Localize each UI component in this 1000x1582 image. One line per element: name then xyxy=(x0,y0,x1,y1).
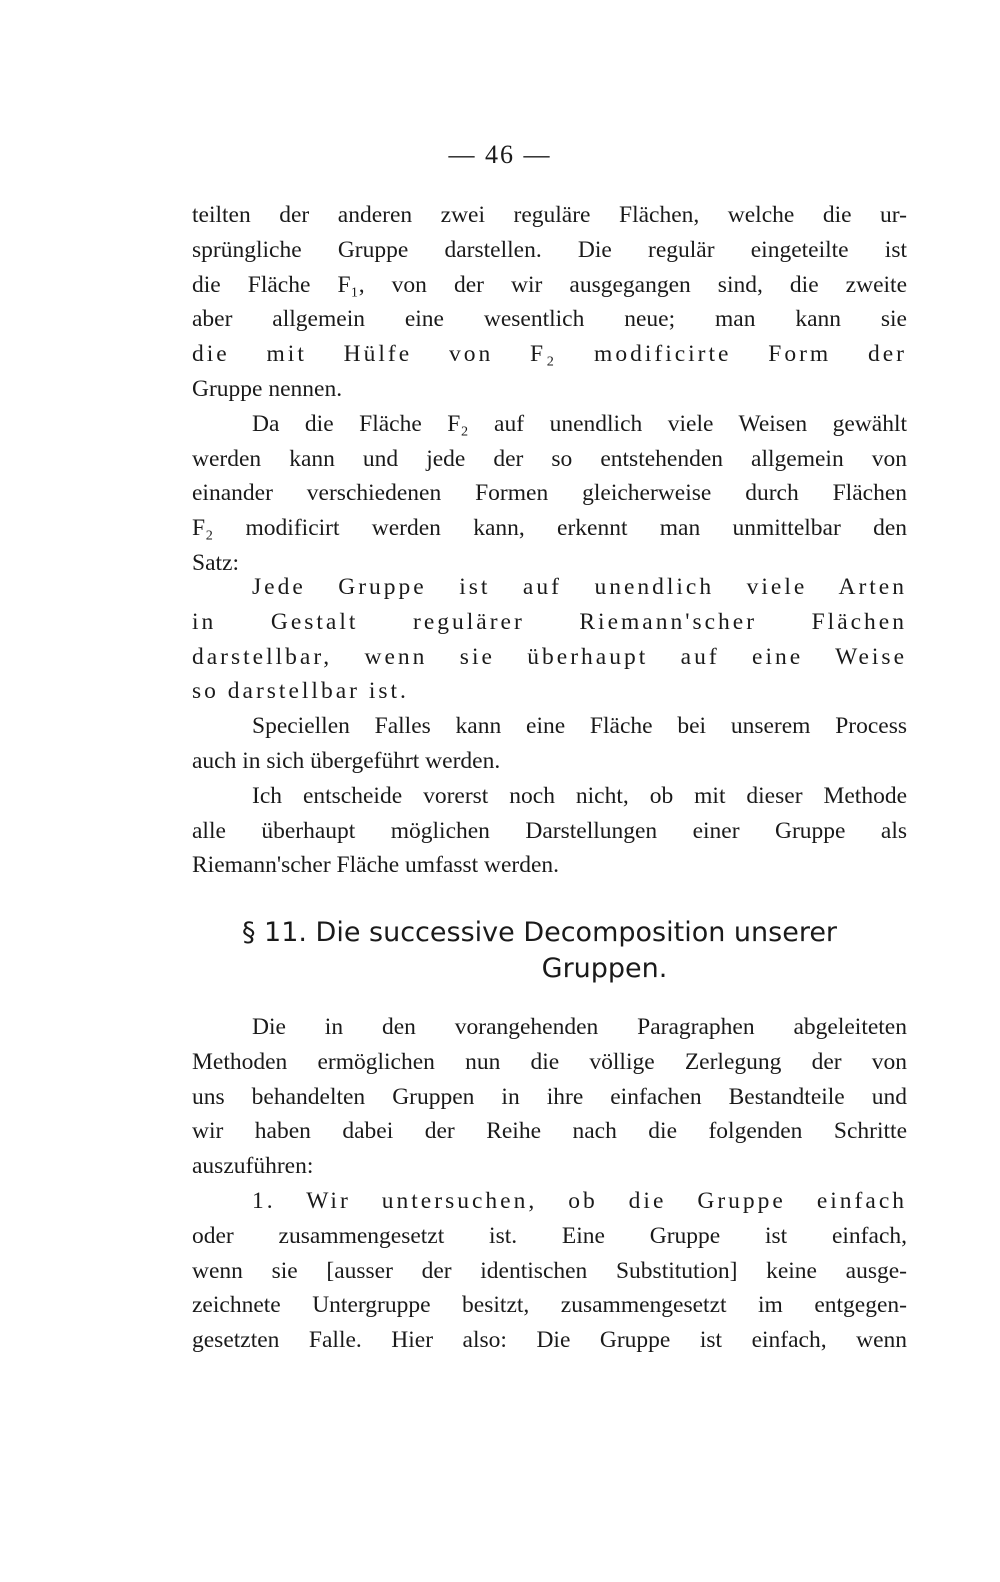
section-heading-line-2: Gruppen. xyxy=(541,953,668,984)
paragraph-block-1 xyxy=(192,198,907,581)
text-line: teilten der anderen zwei reguläre Flächen, welche die ur- xyxy=(192,202,907,228)
text-line: Ich entscheide vorerst noch nicht, ob mit dieser Methode xyxy=(252,782,907,809)
text-line: wir haben dabei der Reihe nach die folgenden Schritte xyxy=(192,1118,907,1145)
text-line: Die in den vorangehenden Paragraphen abgeleiteten xyxy=(252,1014,907,1040)
paragraph-block-2 xyxy=(192,570,907,883)
text-line: F₂ modificirt werden kann, erkennt man unmittelbar den xyxy=(192,515,907,542)
text-line: Riemann'scher Fläche umfasst werden. xyxy=(192,852,560,879)
text-line: aber allgemein eine wesentlich neue; man kann sie xyxy=(192,306,907,333)
text-line: Gruppe nennen. xyxy=(192,375,343,402)
text-line: auch in sich übergeführt werden. xyxy=(192,747,501,774)
theorem-line: darstellbar, wenn sie überhaupt auf eine Weise xyxy=(192,643,907,670)
text-line: 1. Wir untersuchen, ob die Gruppe einfach xyxy=(252,1187,907,1214)
text-line: oder zusammengesetzt ist. Eine Gruppe ist einfach, xyxy=(192,1222,907,1249)
section-heading xyxy=(192,915,907,987)
paragraph-block-3 xyxy=(192,1010,907,1358)
section-heading-line-1: § 11. Die successive Decomposition unserer xyxy=(241,917,838,948)
text-line: uns behandelten Gruppen in ihre einfachen Bestandteile und xyxy=(192,1083,907,1110)
text-line: wenn sie [ausser der identischen Substitution] keine ausge- xyxy=(192,1257,907,1284)
page-number: — 46 — xyxy=(448,140,552,169)
text-line: auszuführen: xyxy=(192,1153,314,1180)
text-line: einander verschiedenen Formen gleicherweise durch Flächen xyxy=(192,480,907,507)
text-line: gesetzten Falle. Hier also: Die Gruppe ist einfach, wenn xyxy=(192,1327,907,1354)
text-line: sprüngliche Gruppe darstellen. Die regulär eingeteilte ist xyxy=(192,236,907,263)
theorem-line: in Gestalt regulärer Riemann'scher Flächen xyxy=(192,608,907,635)
text-line: die mit Hülfe von F₂ modificirte Form der xyxy=(192,341,907,368)
text-line: zeichnete Untergruppe besitzt, zusammengesetzt im entgegen- xyxy=(192,1292,907,1319)
text-line: alle überhaupt möglichen Darstellungen einer Gruppe als xyxy=(192,817,907,844)
text-line: die Fläche F₁, von der wir ausgegangen sind, die zweite xyxy=(192,271,907,298)
theorem-line: so darstellbar ist. xyxy=(192,678,409,705)
text-line: Da die Fläche F₂ auf unendlich viele Weisen gewählt xyxy=(252,410,907,437)
text-line: werden kann und jede der so entstehenden allgemein von xyxy=(192,445,907,472)
theorem-line: Jede Gruppe ist auf unendlich viele Arten xyxy=(252,574,907,600)
text-line: Satz: xyxy=(192,549,239,576)
text-line: Speciellen Falles kann eine Fläche bei unserem Process xyxy=(252,713,907,740)
text-line: Methoden ermöglichen nun die völlige Zerlegung der von xyxy=(192,1048,907,1075)
